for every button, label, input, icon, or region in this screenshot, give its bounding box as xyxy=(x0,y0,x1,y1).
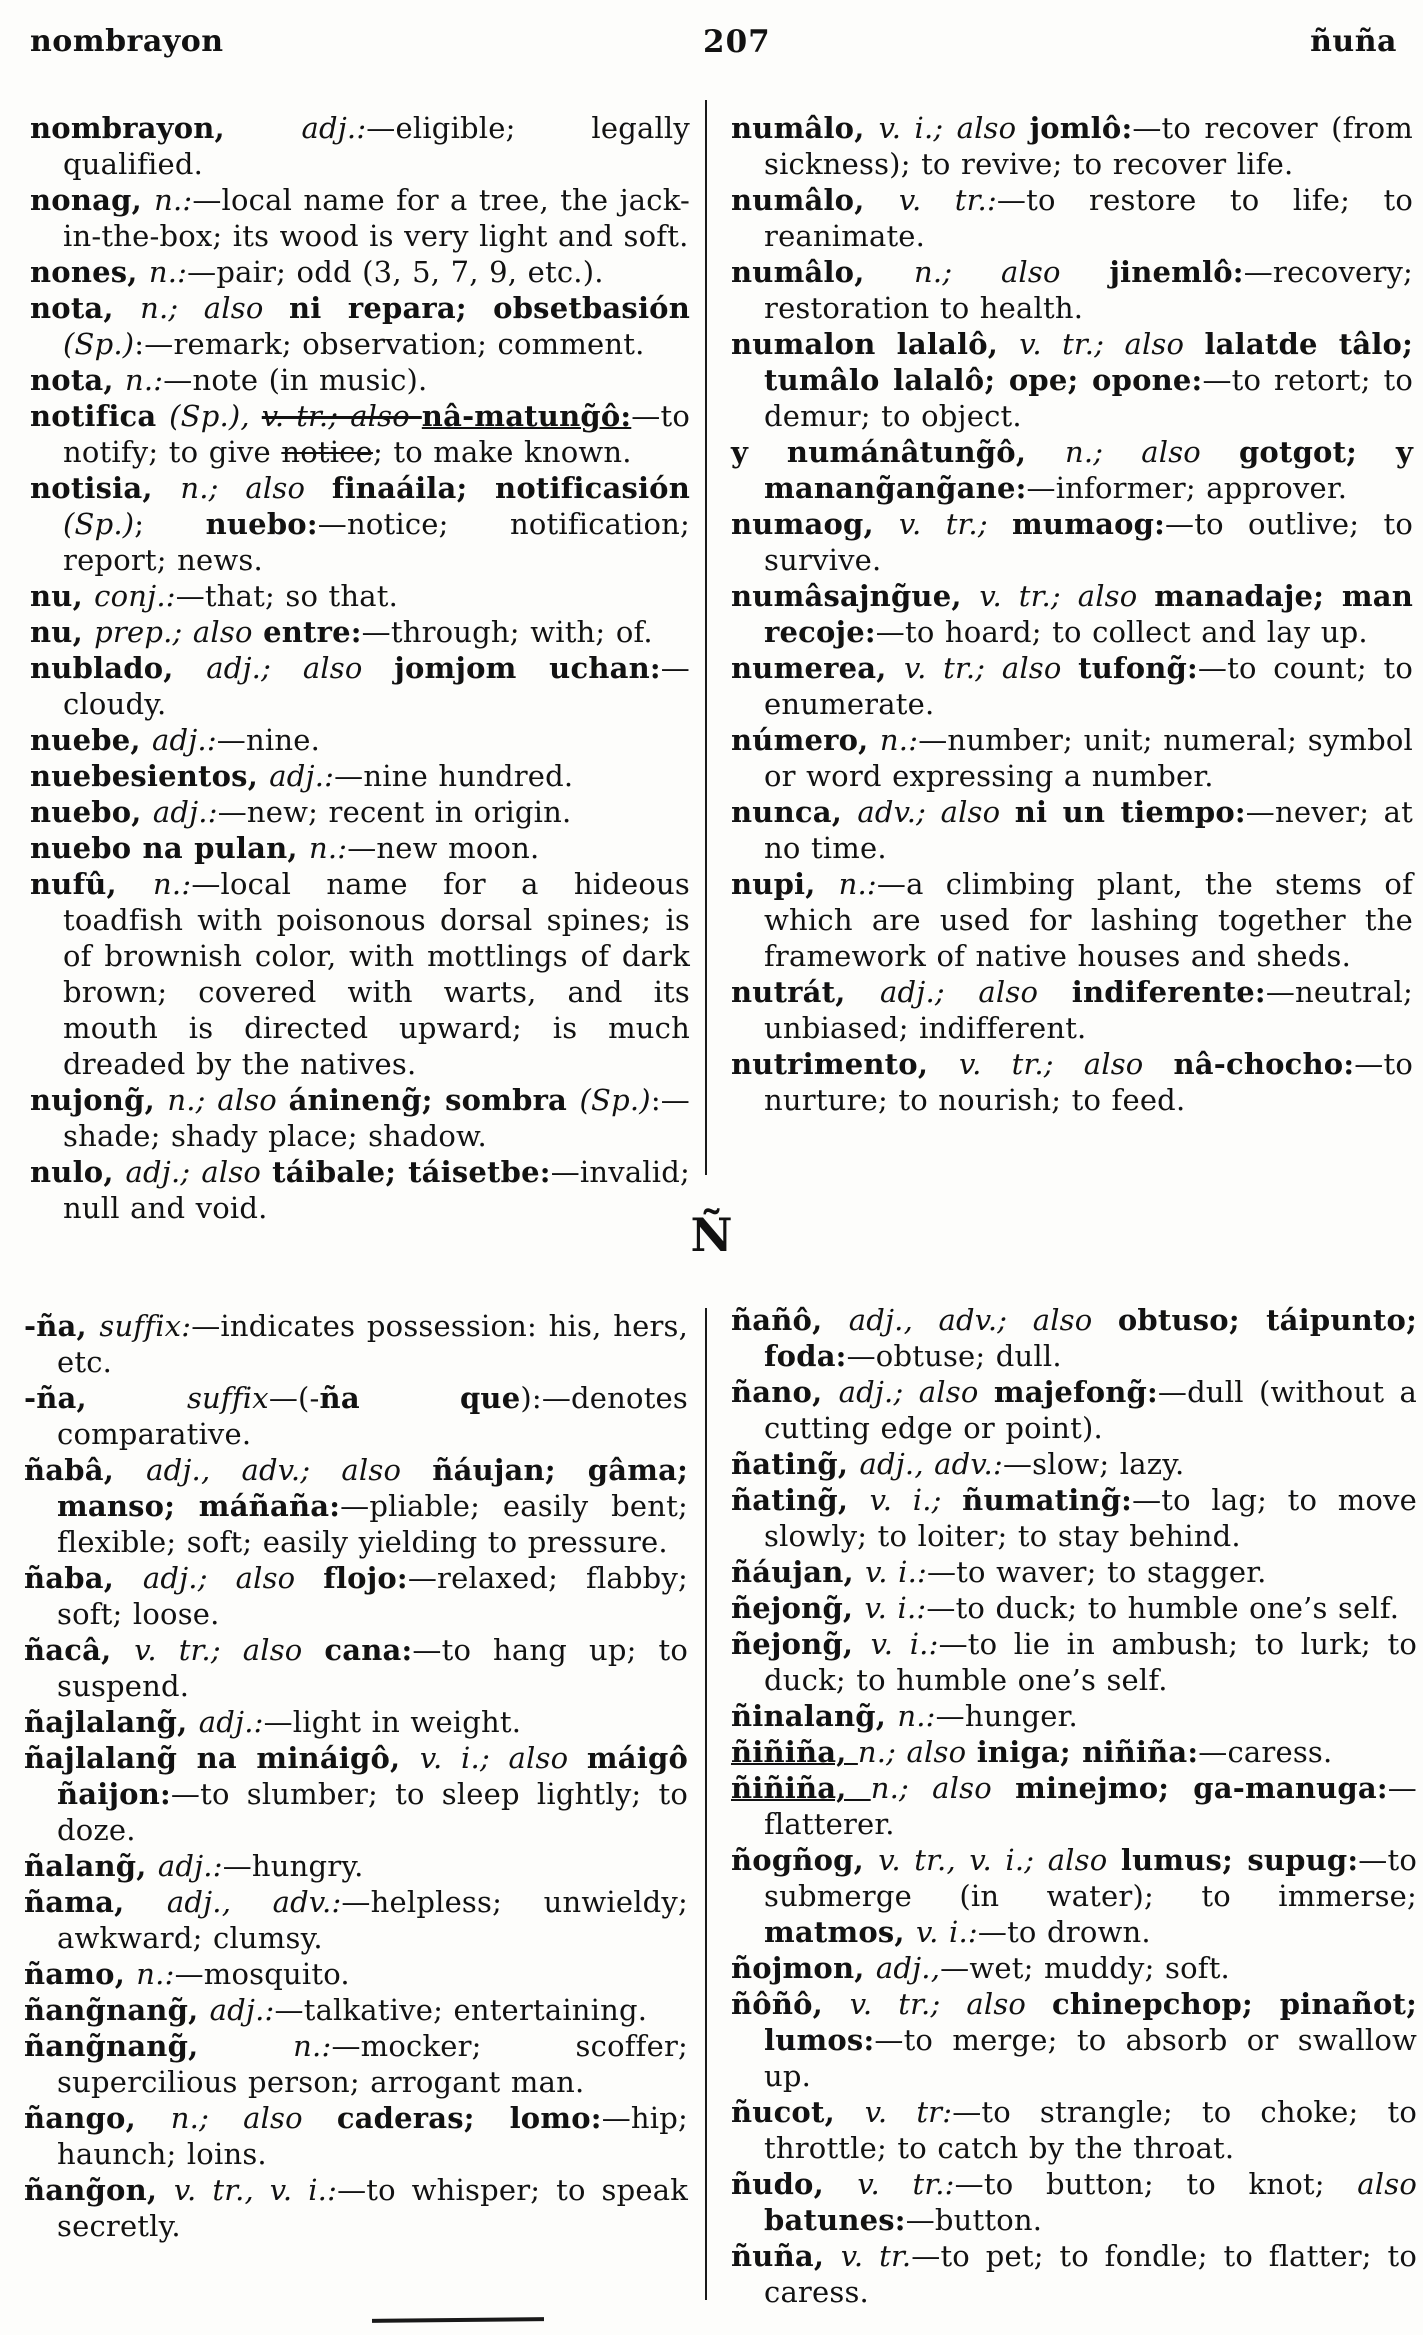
dictionary-entry xyxy=(731,794,1413,866)
headword-or-term: nufû, xyxy=(30,867,154,901)
headword-or-term: ñama, xyxy=(24,1885,167,1919)
dictionary-entry xyxy=(731,1046,1413,1118)
entry-text: —to submerge (in water); to immerse; xyxy=(764,1843,1417,1913)
dictionary-entry xyxy=(30,470,690,578)
headword-or-term: ñinalang̃, xyxy=(731,1699,898,1733)
headword-or-term: ñating̃, xyxy=(731,1483,870,1517)
entry-text: v. tr.; also xyxy=(979,579,1155,613)
dictionary-entry xyxy=(731,1590,1417,1626)
headword-or-term: cana: xyxy=(324,1633,413,1667)
dictionary-entry xyxy=(731,866,1413,974)
entry-text: n.: xyxy=(125,363,164,397)
entry-text: —nine. xyxy=(216,723,321,757)
entry-text: —informer; approver. xyxy=(1026,471,1348,505)
entry-text: —to notify; to give xyxy=(63,399,690,469)
entry-text: (Sp.) xyxy=(579,1083,651,1117)
dictionary-entry xyxy=(24,2028,688,2100)
headword-or-term: -ña, xyxy=(24,1309,100,1343)
headword-or-term: nuebo na pulan, xyxy=(30,831,309,865)
headword-or-term: gotgot; y manang̃ang̃ane: xyxy=(764,435,1414,505)
entry-text: —to lie in ambush; to lurk; to duck; to humble one’s self. xyxy=(764,1627,1417,1697)
dictionary-entry xyxy=(731,1626,1417,1698)
dictionary-entry xyxy=(731,1698,1417,1734)
dictionary-entry xyxy=(30,398,690,470)
entry-text: —never; at no time. xyxy=(764,795,1414,865)
entry-text: n.; also xyxy=(140,291,289,325)
entry-text: :—remark; observation; comment. xyxy=(134,327,645,361)
dictionary-entry xyxy=(30,182,690,254)
entry-text: —hungry. xyxy=(222,1849,364,1883)
dictionary-entry xyxy=(731,1950,1417,1986)
entry-text: ; xyxy=(134,507,206,541)
headword-or-term: numerea, xyxy=(731,651,904,685)
entry-text: n.: xyxy=(879,723,919,757)
headword-or-term: ni repara; obsetbasión xyxy=(288,291,690,325)
dictionary-entry xyxy=(30,362,690,398)
headword-or-term: numaog, xyxy=(731,507,899,541)
dictionary-entry xyxy=(30,290,690,362)
entry-text: —relaxed; flabby; soft; loose. xyxy=(57,1561,688,1631)
entry-text: —number; unit; numeral; symbol or word expressing a number. xyxy=(764,723,1413,793)
headword-or-term: ñajlalang̃, xyxy=(24,1705,199,1739)
dictionary-entry xyxy=(24,1740,688,1848)
headword-or-term: nâ-chocho: xyxy=(1173,1047,1355,1081)
entry-text: —button. xyxy=(905,2203,1043,2237)
headword-or-term: ñojmon, xyxy=(731,1951,876,1985)
headword-or-term: ñang̃on, xyxy=(24,2173,174,2207)
entry-text: v. tr.: xyxy=(898,183,997,217)
entry-text: adj.; also xyxy=(125,1155,273,1189)
entry-text: —that; so that. xyxy=(175,579,399,613)
entry-text: —to whisper; to speak secretly. xyxy=(57,2173,688,2243)
headword-or-term: majefong̃: xyxy=(993,1375,1158,1409)
entry-text: —to pet; to fondle; to flatter; to caress. xyxy=(764,2239,1417,2309)
dictionary-entry xyxy=(731,974,1413,1046)
dictionary-entry xyxy=(731,326,1413,434)
headword-or-term: ñango, xyxy=(24,2101,171,2135)
entry-text: —nine hundred. xyxy=(334,759,574,793)
entry-text: —light in weight. xyxy=(263,1705,522,1739)
entry-text: —to hoard; to collect and lay up. xyxy=(875,615,1368,649)
entry-text: n.: xyxy=(308,831,348,865)
dictionary-entry xyxy=(30,866,690,1082)
entry-text: v. i.; xyxy=(869,1483,963,1517)
entry-text: n.; also xyxy=(1065,435,1239,469)
entry-text: adj., adv.; also xyxy=(848,1303,1118,1337)
headword-or-term: nâ-matung̃ô: xyxy=(421,399,632,433)
headword-or-term: ñajlalang̃ na mináigô, xyxy=(24,1741,420,1775)
page-number: 207 xyxy=(703,24,771,60)
entry-text: —hip; haunch; loins. xyxy=(57,2101,688,2171)
headword-or-term: ñano, xyxy=(731,1375,839,1409)
entry-text: n.: xyxy=(148,255,188,289)
headword-or-term: notisia, xyxy=(30,471,181,505)
dictionary-entry xyxy=(731,2166,1417,2238)
entry-text: —neutral; unbiased; indifferent. xyxy=(764,975,1413,1045)
dictionary-entry xyxy=(30,110,690,182)
dictionary-entry xyxy=(731,506,1413,578)
headword-or-term: nuebesientos, xyxy=(30,759,270,793)
entry-text: n.: xyxy=(897,1699,936,1733)
entry-text: —eligible; legally qualified. xyxy=(63,111,690,181)
column-divider-bottom xyxy=(705,1308,707,2300)
headword-or-term: flojo: xyxy=(323,1561,408,1595)
entry-text: v. tr.; also xyxy=(849,1987,1053,2021)
entry-text: v. tr., v. i.: xyxy=(173,2173,338,2207)
dictionary-entry xyxy=(24,1992,688,2028)
headword-or-term: nuebo, xyxy=(30,795,153,829)
headword-or-term: nu, xyxy=(30,579,95,613)
headword-or-term: ñudo, xyxy=(731,2167,858,2201)
dictionary-entry xyxy=(24,1704,688,1740)
entry-text: adj.: xyxy=(301,111,367,145)
headword-or-term: nujong̃, xyxy=(30,1083,168,1117)
entry-text: —local name for a hideous toadfish with poisonous dorsal spines; is of brownish color, with mottlings of dark brown; covered with warts, and its mouth is directed upward; is much dreaded by the natives. xyxy=(63,867,690,1081)
headword-or-term: mumaog: xyxy=(1012,507,1166,541)
entry-text: —hunger. xyxy=(935,1699,1078,1733)
dictionary-entry xyxy=(30,1082,690,1154)
headword-or-term: numâsajng̃ue, xyxy=(731,579,980,613)
section-letter-heading: Ñ xyxy=(690,1208,733,1262)
entry-text: n.: xyxy=(293,2029,332,2063)
dictionary-entry xyxy=(731,2094,1417,2166)
entry-text: —to drown. xyxy=(977,1915,1151,1949)
headword-or-term: iniga; niñiña: xyxy=(976,1735,1199,1769)
dictionary-entry xyxy=(731,1374,1417,1446)
entry-text: suffix xyxy=(186,1381,269,1415)
dictionary-entry xyxy=(30,794,690,830)
headword-or-term: ñacâ, xyxy=(24,1633,135,1667)
headword-or-term: lumus; supug: xyxy=(1120,1843,1359,1877)
entry-text: —through; with; of. xyxy=(361,615,653,649)
dictionary-entry xyxy=(24,1560,688,1632)
headword-or-term: ñiñiña, xyxy=(731,1771,871,1805)
entry-text: adj.: xyxy=(269,759,335,793)
entry-text: —to lag; to move slowly; to loiter; to stay behind. xyxy=(764,1483,1418,1553)
entry-text: —to duck; to humble one’s self. xyxy=(926,1591,1400,1625)
entry-text: —slow; lazy. xyxy=(1002,1447,1185,1481)
dictionary-entry xyxy=(731,1482,1417,1554)
entry-text: adj., adv.: xyxy=(859,1447,1003,1481)
entry-text: adj.: xyxy=(151,723,217,757)
dictionary-entry xyxy=(731,1770,1417,1842)
headword-or-term: ñejong̃, xyxy=(731,1627,871,1661)
entry-text: v. tr.: xyxy=(857,2167,955,2201)
dictionary-entry xyxy=(24,2100,688,2172)
dictionary-entry xyxy=(24,2172,688,2244)
entry-text: v. i.: xyxy=(916,1915,978,1949)
headword-or-term: nunca, xyxy=(731,795,858,829)
entry-text: n.: xyxy=(136,1957,175,1991)
entry-text: adj., xyxy=(875,1951,941,1985)
entry-text: adj.: xyxy=(152,795,218,829)
entry-text: (Sp.) xyxy=(63,507,135,541)
dictionary-entry xyxy=(24,1308,688,1380)
entry-text: —notice; notification; report; news. xyxy=(63,507,690,577)
entry-text: v. tr: xyxy=(864,2095,953,2129)
dictionary-entry xyxy=(731,182,1413,254)
headword-or-term: ñabâ, xyxy=(24,1453,147,1487)
headword-or-term: finaáila; notificasión xyxy=(331,471,691,505)
entry-text: n.: xyxy=(153,867,192,901)
entry-text: —caress. xyxy=(1198,1735,1333,1769)
dictionary-entry xyxy=(30,578,690,614)
headword-or-term: -ña, xyxy=(24,1381,187,1415)
headword-or-term: ni un tiempo: xyxy=(1014,795,1246,829)
dictionary-entry xyxy=(731,1734,1417,1770)
entry-text: n.; also xyxy=(870,1771,1016,1805)
headword-or-term: nuebo: xyxy=(205,507,318,541)
headword-or-term: ñang̃nang̃, xyxy=(24,2029,294,2063)
entry-text: —to count; to enumerate. xyxy=(764,651,1413,721)
headword-or-term: nones, xyxy=(30,255,149,289)
headword-or-term: numalon lalalô, xyxy=(731,327,1020,361)
entry-text: v. tr.; also xyxy=(1019,327,1205,361)
headword-or-term: numâlo, xyxy=(731,255,915,289)
entry-text: suffix: xyxy=(99,1309,192,1343)
headword-or-term: chinepchop; pinañot; lumos: xyxy=(764,1987,1417,2057)
dictionary-entry xyxy=(731,110,1413,182)
entry-text: ; to make known. xyxy=(372,435,632,469)
headword-or-term: nonag, xyxy=(30,183,155,217)
headword-or-term: número, xyxy=(731,723,880,757)
headword-or-term: tufong̃: xyxy=(1078,651,1198,685)
headword-or-term: ña que xyxy=(319,1381,521,1415)
entry-text: —(- xyxy=(268,1381,320,1415)
entry-text: —invalid; null and void. xyxy=(63,1155,690,1225)
headword-or-term: caderas; lomo: xyxy=(336,2101,602,2135)
entry-text: —dull (without a cutting edge or point). xyxy=(764,1375,1417,1445)
entry-text: adj.: xyxy=(157,1849,223,1883)
entry-text: v. i.: xyxy=(865,1555,927,1589)
dictionary-entry xyxy=(30,254,690,290)
headword-or-term: ñamo, xyxy=(24,1957,137,1991)
headword-or-term: numâlo, xyxy=(731,111,879,145)
headword-or-term: ñating̃, xyxy=(731,1447,860,1481)
headword-or-term: nupi, xyxy=(731,867,839,901)
entry-text: —a climbing plant, the stems of which are used for lashing together the framework of native houses and sheds. xyxy=(764,867,1413,973)
headword-or-term: nulo, xyxy=(30,1155,126,1189)
headword-or-term: matmos, xyxy=(764,1915,917,1949)
dictionary-entry xyxy=(731,1302,1417,1374)
bottom-right-column xyxy=(731,1302,1417,2310)
dictionary-entry xyxy=(30,830,690,866)
entry-text: adj.; also xyxy=(880,975,1072,1009)
headword-or-term: indiferente: xyxy=(1071,975,1266,1009)
headword-or-term: ñôñô, xyxy=(731,1987,850,2021)
entry-text: adj.; also xyxy=(206,651,395,685)
dictionary-entry xyxy=(731,2238,1417,2310)
entry-text: (Sp.) xyxy=(63,327,135,361)
entry-text: n.; also xyxy=(180,471,332,505)
headword-or-term: máigô ñaijon: xyxy=(57,1741,689,1811)
entry-text: v. tr.; also xyxy=(261,399,422,433)
headword-or-term: táibale; táisetbe: xyxy=(272,1155,551,1189)
headword-or-term: manadaje; man recoje: xyxy=(764,579,1413,649)
entry-text: adj., adv.: xyxy=(166,1885,342,1919)
headword-or-term: ñuña, xyxy=(731,2239,841,2273)
entry-text: —cloudy. xyxy=(63,651,690,721)
dictionary-entry xyxy=(731,722,1413,794)
entry-text: —to strangle; to choke; to throttle; to catch by the throat. xyxy=(764,2095,1417,2165)
entry-text: n.; also xyxy=(857,1735,977,1769)
headword-or-term: nublado, xyxy=(30,651,207,685)
headword-or-term: ñogñog, xyxy=(731,1843,879,1877)
entry-text: —new; recent in origin. xyxy=(217,795,572,829)
entry-text: v. tr., v. i.; also xyxy=(878,1843,1121,1877)
entry-text: —mosquito. xyxy=(174,1957,350,1991)
entry-text: n.: xyxy=(154,183,193,217)
headword-or-term: ñiñiña, xyxy=(731,1735,858,1769)
headword-or-term: ñang̃nang̃, xyxy=(24,1993,210,2027)
entry-text: —indicates possession: his, hers, etc. xyxy=(57,1309,689,1379)
headword-or-term: nombrayon, xyxy=(30,111,302,145)
headword-or-term: ánineng̃; sombra xyxy=(288,1083,580,1117)
entry-text: —pliable; easily bent; flexible; soft; easily yielding to pressure. xyxy=(57,1489,688,1559)
entry-text: —to retort; to demur; to object. xyxy=(764,363,1413,433)
headword-or-term: jomjom uchan: xyxy=(394,651,661,685)
entry-text: adj.; also xyxy=(838,1375,994,1409)
entry-text: —to button; to knot; xyxy=(954,2167,1358,2201)
headword-or-term: nota, xyxy=(30,363,126,397)
entry-text: n.; also xyxy=(914,255,1110,289)
entry-text: —local name for a tree, the jack-in-the-box; its wood is very light and soft. xyxy=(63,183,690,253)
headword-or-term: numâlo, xyxy=(731,183,899,217)
headword-or-term: ñáujan, xyxy=(731,1555,866,1589)
entry-text: prep.; also xyxy=(94,615,264,649)
dictionary-entry xyxy=(731,650,1413,722)
dictionary-entry xyxy=(731,1842,1417,1950)
entry-text: —flatterer. xyxy=(764,1771,1417,1841)
headword-or-term: jomlô: xyxy=(1029,111,1133,145)
dictionary-entry xyxy=(24,1452,688,1560)
dictionary-entry xyxy=(731,434,1413,506)
headword-or-term: ñañô, xyxy=(731,1303,849,1337)
dictionary-entry xyxy=(731,254,1413,326)
entry-text: v. tr. xyxy=(840,2239,912,2273)
headword-or-term: entre: xyxy=(263,615,362,649)
entry-text: adj., adv.; also xyxy=(146,1453,433,1487)
entry-text: —to hang up; to suspend. xyxy=(57,1633,688,1703)
headword-or-term: nutrimento, xyxy=(731,1047,960,1081)
dictionary-entry xyxy=(731,1446,1417,1482)
entry-text: adj.: xyxy=(198,1705,264,1739)
dictionary-entry xyxy=(30,758,690,794)
entry-text: n.: xyxy=(838,867,877,901)
entry-text: adv.; also xyxy=(857,795,1015,829)
headword-or-term: ñumating̃: xyxy=(962,1483,1133,1517)
entry-text: —to restore to life; to reanimate. xyxy=(764,183,1414,253)
entry-text: v. i.; also xyxy=(419,1741,587,1775)
entry-text: also xyxy=(1357,2167,1417,2201)
entry-text: :—shade; shady place; shadow. xyxy=(63,1083,690,1153)
entry-text: —pair; odd (3, 5, 7, 9, etc.). xyxy=(187,255,604,289)
dictionary-entry xyxy=(24,1848,688,1884)
dictionary-entry xyxy=(731,578,1413,650)
entry-text: —to merge; to absorb or swallow up. xyxy=(764,2023,1417,2093)
top-right-column xyxy=(731,110,1413,1118)
entry-text: —helpless; unwieldy; awkward; clumsy. xyxy=(57,1885,688,1955)
headword-or-term: batunes: xyxy=(764,2203,906,2237)
entry-text: —mocker; scoffer; supercilious person; arrogant man. xyxy=(57,2029,688,2099)
headword-or-term: ñáujan; gâma; manso; máñaña: xyxy=(57,1453,689,1523)
headword-or-term: ñucot, xyxy=(731,2095,865,2129)
entry-text: —to nurture; to nourish; to feed. xyxy=(764,1047,1413,1117)
headword-or-term: lalatde tâlo; tumâlo lalalô; ope; opone: xyxy=(764,327,1413,397)
entry-text: —obtuse; dull. xyxy=(846,1339,1062,1373)
entry-text: v. tr.; also xyxy=(134,1633,325,1667)
headword-or-term: nu, xyxy=(30,615,95,649)
entry-text: —to recover (from sickness); to revive; to recover life. xyxy=(764,111,1413,181)
dictionary-entry xyxy=(731,1986,1417,2094)
entry-text: —talkative; entertaining. xyxy=(274,1993,648,2027)
dictionary-entry xyxy=(30,614,690,650)
entry-text: v. tr.; also xyxy=(959,1047,1174,1081)
headword-or-term: y numánâtung̃ô, xyxy=(731,435,1065,469)
dictionary-entry xyxy=(731,1554,1417,1590)
entry-text: ):—denotes comparative. xyxy=(57,1381,689,1451)
entry-text: n.; also xyxy=(167,1083,289,1117)
headword-or-term: ñalang̃, xyxy=(24,1849,158,1883)
dictionary-entry xyxy=(24,1884,688,1956)
entry-text: v. i.; also xyxy=(878,111,1030,145)
entry-text: conj.: xyxy=(94,579,176,613)
entry-text: —to slumber; to sleep lightly; to doze. xyxy=(57,1777,688,1847)
entry-text: n.; also xyxy=(170,2101,337,2135)
headword-or-term: nota, xyxy=(30,291,141,325)
scan-artifact-line xyxy=(372,2317,544,2323)
dictionary-entry xyxy=(24,1956,688,1992)
entry-text: notice xyxy=(281,435,373,469)
headword-or-term: jinemlô: xyxy=(1109,255,1244,289)
column-divider-top xyxy=(705,100,707,1175)
entry-text: adj.; also xyxy=(142,1561,324,1595)
dictionary-entry xyxy=(24,1380,688,1452)
top-left-column xyxy=(30,110,690,1226)
headword-or-term: nutrát, xyxy=(731,975,880,1009)
entry-text: —new moon. xyxy=(347,831,540,865)
entry-text: adj.: xyxy=(209,1993,275,2027)
dictionary-entry xyxy=(24,1632,688,1704)
entry-text: (Sp.), xyxy=(169,399,262,433)
entry-text: v. tr.; also xyxy=(903,651,1079,685)
entry-text: v. tr.; xyxy=(898,507,1013,541)
headword-or-term: ñejong̃, xyxy=(731,1591,865,1625)
entry-text: —to waver; to stagger. xyxy=(926,1555,1267,1589)
dictionary-entry xyxy=(30,650,690,722)
headword-or-term: nuebe, xyxy=(30,723,152,757)
headword-or-term: ñaba, xyxy=(24,1561,143,1595)
headword-or-term: minejmo; ga-manuga: xyxy=(1015,1771,1388,1805)
headword-or-term: notifica xyxy=(30,399,170,433)
running-head-left: nombrayon xyxy=(30,24,224,59)
entry-text: v. i.: xyxy=(864,1591,927,1625)
entry-text: —wet; muddy; soft. xyxy=(940,1951,1230,1985)
dictionary-entry xyxy=(30,722,690,758)
entry-text: —recovery; restoration to health. xyxy=(764,255,1414,325)
entry-text: —note (in music). xyxy=(163,363,428,397)
headword-or-term: obtuso; táipunto; foda: xyxy=(764,1303,1417,1373)
bottom-left-column xyxy=(24,1308,688,2244)
running-head-right: ñuña xyxy=(1310,24,1397,59)
entry-text: —to outlive; to survive. xyxy=(764,507,1413,577)
entry-text: v. i.: xyxy=(870,1627,939,1661)
